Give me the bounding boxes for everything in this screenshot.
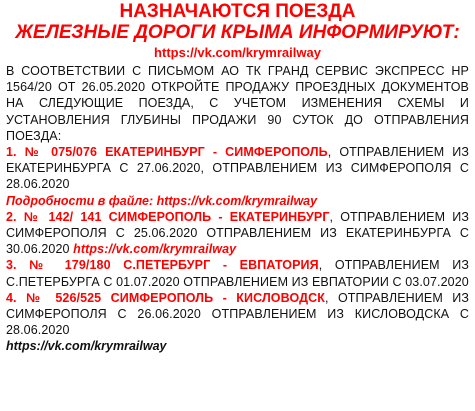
train-route-2: 2. № 142/ 141 СИМФЕРОПОЛЬ - ЕКАТЕРИНБУРГ bbox=[6, 209, 330, 224]
train-schedule-4: , ОТПРАВЛЕНИЕМ ИЗ СИМФЕРОПОЛЯ С 26.06.2020 ОТПРАВЛЕНИЕМ ИЗ КИСЛОВОДСКА С 28.06.2020 bbox=[6, 290, 469, 338]
train-item-2 bbox=[6, 209, 469, 258]
footer-link[interactable]: https://vk.com/krymrailway bbox=[6, 339, 167, 354]
train-item-3 bbox=[6, 257, 469, 289]
page-title: НАЗНАЧАЮТСЯ ПОЕЗДА bbox=[119, 1, 356, 22]
header-link[interactable]: https://vk.com/krymrailway bbox=[154, 45, 321, 60]
intro-paragraph: В СООТВЕТСТВИИ С ПИСЬМОМ АО ТК ГРАНД СЕРВИС ЭКСПРЕСС НР 1564/20 ОТ 26.05.2020 ОТКРОЙТЕ ПРОДАЖУ ПРОЕЗДНЫХ ДОКУМЕНТОВ НА СЛЕДУЮЩИЕ ПОЕЗДА, С УЧЕТОМ ИЗМЕНЕНИЯ СХЕМЫ И УСТАНОВЛЕНИЯ ГЛУБИНЫ ПРОДАЖИ 90 СУТОК ДО ОТПРАВЛЕНИЯ ПОЕЗДА: bbox=[6, 64, 469, 143]
train-route-4: 4. № 526/525 СИМФЕРОПОЛЬ - КИСЛОВОДСК bbox=[6, 290, 325, 305]
train-schedule-1: , ОТПРАВЛЕНИЕМ ИЗ ЕКАТЕРИНБУРГА С 27.06.2020, ОТПРАВЛЕНИЕМ ИЗ СИМФЕРОПОЛЯ С 28.06.2020 bbox=[6, 145, 469, 192]
train-item-1 bbox=[6, 144, 469, 193]
train-schedule-3: , ОТПРАВЛЕНИЕМ ИЗ С.ПЕТЕРБУРГА С 01.07.2020 ОТПРАВЛЕНИЕМ ИЗ ЕВПАТОРИИ С 03.07.2020 bbox=[6, 258, 469, 289]
train-route-3: 3. № 179/180 С.ПЕТЕРБУРГ - ЕВПАТОРИЯ bbox=[6, 258, 319, 273]
inline-link-2[interactable]: https://vk.com/krymrailway bbox=[73, 242, 237, 257]
train-route-1: 1. № 075/076 ЕКАТЕРИНБУРГ - СИМФЕРОПОЛЬ bbox=[6, 145, 328, 160]
train-item-4 bbox=[6, 290, 469, 339]
train-schedule-2: , ОТПРАВЛЕНИЕМ ИЗ СИМФЕРОПОЛЯ С 25.06.2020 ОТПРАВЛЕНИЕМ ИЗ ЕКАТЕРИНБУРГА С 30.06.2020 bbox=[6, 209, 469, 257]
details-link-1[interactable]: Подробности в файле: https://vk.com/krymrailway bbox=[6, 193, 318, 208]
page-subtitle: ЖЕЛЕЗНЫЕ ДОРОГИ КРЫМА ИНФОРМИРУЮТ: bbox=[15, 22, 460, 43]
